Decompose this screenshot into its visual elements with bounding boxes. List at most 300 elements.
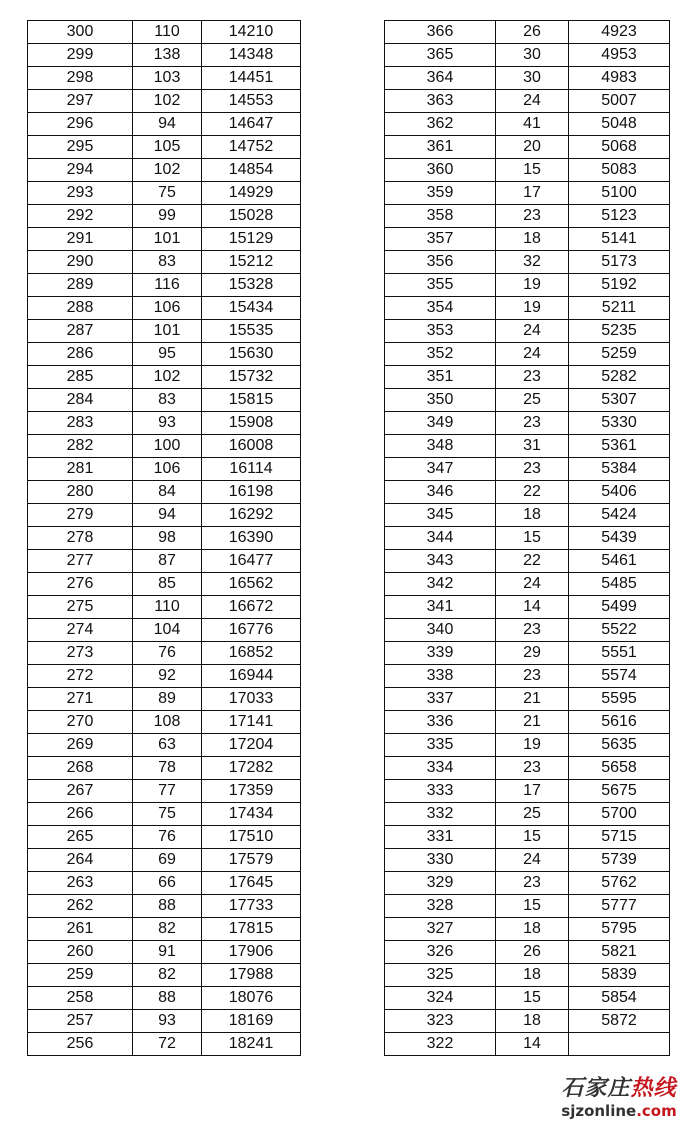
cell-count: 110 xyxy=(133,21,202,44)
cell-cumulative: 4923 xyxy=(569,21,670,44)
cell-score: 326 xyxy=(385,941,496,964)
cell-cumulative: 16852 xyxy=(202,642,301,665)
cell-cumulative: 5616 xyxy=(569,711,670,734)
table-row xyxy=(385,780,670,803)
cell-cumulative: 5499 xyxy=(569,596,670,619)
cell-cumulative: 5439 xyxy=(569,527,670,550)
cell-cumulative: 18241 xyxy=(202,1033,301,1056)
cell-cumulative: 17988 xyxy=(202,964,301,987)
cell-score: 330 xyxy=(385,849,496,872)
cell-score: 273 xyxy=(28,642,133,665)
table-row xyxy=(385,21,670,44)
cell-score: 271 xyxy=(28,688,133,711)
cell-cumulative: 5854 xyxy=(569,987,670,1010)
cell-cumulative: 17815 xyxy=(202,918,301,941)
cell-cumulative: 14929 xyxy=(202,182,301,205)
table-row xyxy=(385,113,670,136)
table-row xyxy=(28,688,301,711)
table-row xyxy=(385,527,670,550)
table-row xyxy=(385,803,670,826)
cell-cumulative: 15028 xyxy=(202,205,301,228)
table-row xyxy=(385,596,670,619)
cell-score: 341 xyxy=(385,596,496,619)
cell-cumulative: 14752 xyxy=(202,136,301,159)
cell-count: 108 xyxy=(133,711,202,734)
table-row xyxy=(28,596,301,619)
cell-cumulative: 5282 xyxy=(569,366,670,389)
table-row xyxy=(385,297,670,320)
table-row xyxy=(385,964,670,987)
cell-count: 75 xyxy=(133,182,202,205)
cell-score: 337 xyxy=(385,688,496,711)
cell-cumulative: 5700 xyxy=(569,803,670,826)
cell-score: 298 xyxy=(28,67,133,90)
table-row xyxy=(385,435,670,458)
cell-score: 284 xyxy=(28,389,133,412)
table-row xyxy=(28,205,301,228)
table-row xyxy=(28,113,301,136)
cell-cumulative: 16477 xyxy=(202,550,301,573)
cell-cumulative: 5235 xyxy=(569,320,670,343)
cell-cumulative: 15434 xyxy=(202,297,301,320)
cell-cumulative: 15908 xyxy=(202,412,301,435)
cell-score: 338 xyxy=(385,665,496,688)
cell-count: 24 xyxy=(496,90,569,113)
cell-count: 72 xyxy=(133,1033,202,1056)
cell-cumulative: 14348 xyxy=(202,44,301,67)
table-row xyxy=(28,573,301,596)
cell-count: 30 xyxy=(496,67,569,90)
cell-cumulative: 14647 xyxy=(202,113,301,136)
table-row xyxy=(28,987,301,1010)
watermark-chinese-name: 石家庄热线 xyxy=(561,1075,677,1101)
table-row xyxy=(28,1033,301,1056)
cell-count: 15 xyxy=(496,826,569,849)
cell-score: 256 xyxy=(28,1033,133,1056)
cell-count: 63 xyxy=(133,734,202,757)
cell-score: 339 xyxy=(385,642,496,665)
cell-cumulative: 17141 xyxy=(202,711,301,734)
cell-count: 99 xyxy=(133,205,202,228)
table-row xyxy=(28,159,301,182)
cell-cumulative: 5821 xyxy=(569,941,670,964)
cell-cumulative: 5762 xyxy=(569,872,670,895)
cell-score: 287 xyxy=(28,320,133,343)
cell-count: 78 xyxy=(133,757,202,780)
table-row xyxy=(385,67,670,90)
cell-cumulative: 15732 xyxy=(202,366,301,389)
table-row xyxy=(28,665,301,688)
cell-cumulative: 15630 xyxy=(202,343,301,366)
table-row xyxy=(385,665,670,688)
cell-score: 340 xyxy=(385,619,496,642)
cell-score: 289 xyxy=(28,274,133,297)
cell-cumulative: 5485 xyxy=(569,573,670,596)
cell-score: 325 xyxy=(385,964,496,987)
table-row xyxy=(28,251,301,274)
cell-count: 23 xyxy=(496,458,569,481)
cell-cumulative: 5007 xyxy=(569,90,670,113)
cell-score: 328 xyxy=(385,895,496,918)
cell-cumulative: 5872 xyxy=(569,1010,670,1033)
cell-score: 335 xyxy=(385,734,496,757)
cell-score: 364 xyxy=(385,67,496,90)
cell-cumulative: 5424 xyxy=(569,504,670,527)
cell-cumulative: 5839 xyxy=(569,964,670,987)
cell-count: 75 xyxy=(133,803,202,826)
cell-score: 349 xyxy=(385,412,496,435)
cell-cumulative: 15815 xyxy=(202,389,301,412)
cell-count: 83 xyxy=(133,251,202,274)
cell-count: 84 xyxy=(133,481,202,504)
cell-score: 351 xyxy=(385,366,496,389)
cell-count: 23 xyxy=(496,665,569,688)
cell-score: 357 xyxy=(385,228,496,251)
cell-count: 23 xyxy=(496,619,569,642)
cell-score: 350 xyxy=(385,389,496,412)
cell-score: 259 xyxy=(28,964,133,987)
cell-score: 279 xyxy=(28,504,133,527)
cell-count: 20 xyxy=(496,136,569,159)
cell-score: 295 xyxy=(28,136,133,159)
cell-score: 358 xyxy=(385,205,496,228)
cell-cumulative: 16944 xyxy=(202,665,301,688)
table-row xyxy=(385,343,670,366)
table-row xyxy=(28,297,301,320)
table-row xyxy=(385,826,670,849)
cell-score: 258 xyxy=(28,987,133,1010)
cell-count: 18 xyxy=(496,964,569,987)
cell-count: 23 xyxy=(496,412,569,435)
cell-count: 24 xyxy=(496,320,569,343)
table-row xyxy=(385,711,670,734)
cell-cumulative: 17282 xyxy=(202,757,301,780)
cell-count: 31 xyxy=(496,435,569,458)
table-row xyxy=(385,274,670,297)
cell-count: 93 xyxy=(133,1010,202,1033)
table-row xyxy=(28,550,301,573)
cell-count: 14 xyxy=(496,1033,569,1056)
cell-score: 360 xyxy=(385,159,496,182)
table-row xyxy=(385,251,670,274)
cell-cumulative: 5595 xyxy=(569,688,670,711)
cell-count: 24 xyxy=(496,849,569,872)
score-table-right xyxy=(384,20,670,1056)
cell-score: 366 xyxy=(385,21,496,44)
cell-cumulative: 5522 xyxy=(569,619,670,642)
cell-score: 277 xyxy=(28,550,133,573)
table-row xyxy=(385,642,670,665)
table-row xyxy=(385,389,670,412)
cell-cumulative: 15129 xyxy=(202,228,301,251)
table-row xyxy=(385,320,670,343)
cell-cumulative: 16562 xyxy=(202,573,301,596)
cell-score: 345 xyxy=(385,504,496,527)
cell-score: 361 xyxy=(385,136,496,159)
cell-cumulative: 17204 xyxy=(202,734,301,757)
cell-count: 89 xyxy=(133,688,202,711)
table-row xyxy=(385,481,670,504)
cell-cumulative: 15212 xyxy=(202,251,301,274)
cell-cumulative: 16198 xyxy=(202,481,301,504)
table-row xyxy=(385,918,670,941)
cell-cumulative: 5361 xyxy=(569,435,670,458)
cell-score: 280 xyxy=(28,481,133,504)
cell-score: 265 xyxy=(28,826,133,849)
cell-count: 15 xyxy=(496,527,569,550)
cell-cumulative: 5658 xyxy=(569,757,670,780)
cell-score: 334 xyxy=(385,757,496,780)
cell-score: 263 xyxy=(28,872,133,895)
cell-count: 66 xyxy=(133,872,202,895)
cell-score: 286 xyxy=(28,343,133,366)
cell-score: 274 xyxy=(28,619,133,642)
cell-cumulative: 5048 xyxy=(569,113,670,136)
cell-cumulative: 14210 xyxy=(202,21,301,44)
cell-count: 103 xyxy=(133,67,202,90)
cell-count: 116 xyxy=(133,274,202,297)
cell-cumulative: 5100 xyxy=(569,182,670,205)
cell-count: 101 xyxy=(133,228,202,251)
cell-cumulative: 14854 xyxy=(202,159,301,182)
cell-cumulative: 18169 xyxy=(202,1010,301,1033)
cell-count: 29 xyxy=(496,642,569,665)
cell-count: 22 xyxy=(496,550,569,573)
cell-score: 269 xyxy=(28,734,133,757)
cell-cumulative: 5795 xyxy=(569,918,670,941)
cell-count: 100 xyxy=(133,435,202,458)
table-row xyxy=(385,734,670,757)
cell-score: 362 xyxy=(385,113,496,136)
cell-score: 281 xyxy=(28,458,133,481)
cell-count: 85 xyxy=(133,573,202,596)
cell-count: 69 xyxy=(133,849,202,872)
cell-score: 322 xyxy=(385,1033,496,1056)
cell-count: 21 xyxy=(496,711,569,734)
cell-count: 138 xyxy=(133,44,202,67)
table-row xyxy=(385,941,670,964)
table-row xyxy=(28,320,301,343)
cell-cumulative: 17434 xyxy=(202,803,301,826)
cell-score: 359 xyxy=(385,182,496,205)
table-row xyxy=(28,228,301,251)
cell-score: 262 xyxy=(28,895,133,918)
cell-cumulative: 14553 xyxy=(202,90,301,113)
table-row xyxy=(385,504,670,527)
cell-score: 293 xyxy=(28,182,133,205)
cell-count: 88 xyxy=(133,895,202,918)
cell-cumulative: 16114 xyxy=(202,458,301,481)
cell-count: 102 xyxy=(133,366,202,389)
table-row xyxy=(385,1010,670,1033)
table-row xyxy=(28,711,301,734)
cell-cumulative xyxy=(569,1033,670,1056)
cell-score: 268 xyxy=(28,757,133,780)
cell-score: 261 xyxy=(28,918,133,941)
table-row xyxy=(385,550,670,573)
cell-score: 329 xyxy=(385,872,496,895)
cell-cumulative: 16672 xyxy=(202,596,301,619)
cell-score: 257 xyxy=(28,1010,133,1033)
table-row xyxy=(385,1033,670,1056)
cell-score: 355 xyxy=(385,274,496,297)
table-row xyxy=(385,458,670,481)
cell-cumulative: 17359 xyxy=(202,780,301,803)
table-row xyxy=(28,803,301,826)
table-row xyxy=(385,182,670,205)
cell-cumulative: 5715 xyxy=(569,826,670,849)
cell-count: 87 xyxy=(133,550,202,573)
cell-cumulative: 5461 xyxy=(569,550,670,573)
cell-count: 24 xyxy=(496,573,569,596)
cell-score: 294 xyxy=(28,159,133,182)
cell-cumulative: 16292 xyxy=(202,504,301,527)
cell-count: 14 xyxy=(496,596,569,619)
cell-score: 278 xyxy=(28,527,133,550)
cell-count: 26 xyxy=(496,21,569,44)
score-table-left xyxy=(27,20,301,1056)
table-row xyxy=(385,366,670,389)
cell-count: 23 xyxy=(496,366,569,389)
cell-score: 283 xyxy=(28,412,133,435)
cell-cumulative: 5123 xyxy=(569,205,670,228)
cell-score: 332 xyxy=(385,803,496,826)
cell-count: 101 xyxy=(133,320,202,343)
cell-cumulative: 5777 xyxy=(569,895,670,918)
cell-count: 76 xyxy=(133,826,202,849)
cell-cumulative: 16390 xyxy=(202,527,301,550)
table-row xyxy=(28,67,301,90)
cell-score: 276 xyxy=(28,573,133,596)
table-row xyxy=(28,872,301,895)
cell-cumulative: 5739 xyxy=(569,849,670,872)
cell-count: 77 xyxy=(133,780,202,803)
cell-count: 110 xyxy=(133,596,202,619)
cell-score: 275 xyxy=(28,596,133,619)
cell-score: 344 xyxy=(385,527,496,550)
cell-score: 327 xyxy=(385,918,496,941)
table-row xyxy=(28,918,301,941)
cell-cumulative: 4953 xyxy=(569,44,670,67)
table-row xyxy=(28,44,301,67)
cell-cumulative: 17033 xyxy=(202,688,301,711)
table-row xyxy=(385,136,670,159)
cell-count: 23 xyxy=(496,872,569,895)
cell-count: 23 xyxy=(496,205,569,228)
cell-score: 354 xyxy=(385,297,496,320)
table-row xyxy=(28,826,301,849)
cell-cumulative: 5635 xyxy=(569,734,670,757)
cell-score: 365 xyxy=(385,44,496,67)
table-row xyxy=(385,849,670,872)
cell-score: 333 xyxy=(385,780,496,803)
table-row xyxy=(385,205,670,228)
cell-count: 102 xyxy=(133,90,202,113)
table-row xyxy=(385,44,670,67)
cell-count: 30 xyxy=(496,44,569,67)
cell-count: 19 xyxy=(496,734,569,757)
cell-cumulative: 18076 xyxy=(202,987,301,1010)
table-row xyxy=(28,412,301,435)
cell-count: 95 xyxy=(133,343,202,366)
table-row xyxy=(385,895,670,918)
cell-count: 19 xyxy=(496,274,569,297)
cell-count: 91 xyxy=(133,941,202,964)
cell-count: 21 xyxy=(496,688,569,711)
site-watermark-logo xyxy=(544,1075,694,1125)
table-row xyxy=(28,527,301,550)
table-row xyxy=(385,757,670,780)
cell-cumulative: 16776 xyxy=(202,619,301,642)
cell-score: 264 xyxy=(28,849,133,872)
cell-count: 17 xyxy=(496,780,569,803)
cell-count: 83 xyxy=(133,389,202,412)
cell-count: 92 xyxy=(133,665,202,688)
table-row xyxy=(385,872,670,895)
cell-count: 106 xyxy=(133,458,202,481)
cell-score: 336 xyxy=(385,711,496,734)
cell-score: 297 xyxy=(28,90,133,113)
cell-score: 356 xyxy=(385,251,496,274)
cell-count: 76 xyxy=(133,642,202,665)
cell-count: 15 xyxy=(496,159,569,182)
cell-score: 353 xyxy=(385,320,496,343)
cell-score: 290 xyxy=(28,251,133,274)
cell-score: 323 xyxy=(385,1010,496,1033)
cell-count: 105 xyxy=(133,136,202,159)
cell-cumulative: 5330 xyxy=(569,412,670,435)
table-row xyxy=(28,182,301,205)
cell-score: 347 xyxy=(385,458,496,481)
cell-count: 23 xyxy=(496,757,569,780)
cell-cumulative: 17645 xyxy=(202,872,301,895)
table-row xyxy=(28,458,301,481)
table-row xyxy=(28,849,301,872)
cell-score: 352 xyxy=(385,343,496,366)
table-row xyxy=(385,573,670,596)
cell-count: 82 xyxy=(133,918,202,941)
cell-cumulative: 5259 xyxy=(569,343,670,366)
cell-cumulative: 5551 xyxy=(569,642,670,665)
watermark-url: sjzonline.com xyxy=(561,1102,677,1120)
cell-cumulative: 16008 xyxy=(202,435,301,458)
cell-score: 300 xyxy=(28,21,133,44)
cell-count: 15 xyxy=(496,895,569,918)
cell-count: 19 xyxy=(496,297,569,320)
cell-score: 291 xyxy=(28,228,133,251)
cell-cumulative: 5141 xyxy=(569,228,670,251)
table-row xyxy=(28,366,301,389)
cell-count: 106 xyxy=(133,297,202,320)
cell-count: 15 xyxy=(496,987,569,1010)
cell-cumulative: 5384 xyxy=(569,458,670,481)
table-row xyxy=(385,159,670,182)
table-row xyxy=(28,780,301,803)
cell-count: 18 xyxy=(496,228,569,251)
cell-count: 82 xyxy=(133,964,202,987)
table-row xyxy=(28,435,301,458)
table-row xyxy=(385,987,670,1010)
cell-count: 104 xyxy=(133,619,202,642)
cell-score: 299 xyxy=(28,44,133,67)
cell-count: 102 xyxy=(133,159,202,182)
cell-score: 272 xyxy=(28,665,133,688)
table-row xyxy=(385,90,670,113)
cell-count: 94 xyxy=(133,113,202,136)
table-row xyxy=(28,642,301,665)
cell-count: 18 xyxy=(496,1010,569,1033)
cell-score: 342 xyxy=(385,573,496,596)
